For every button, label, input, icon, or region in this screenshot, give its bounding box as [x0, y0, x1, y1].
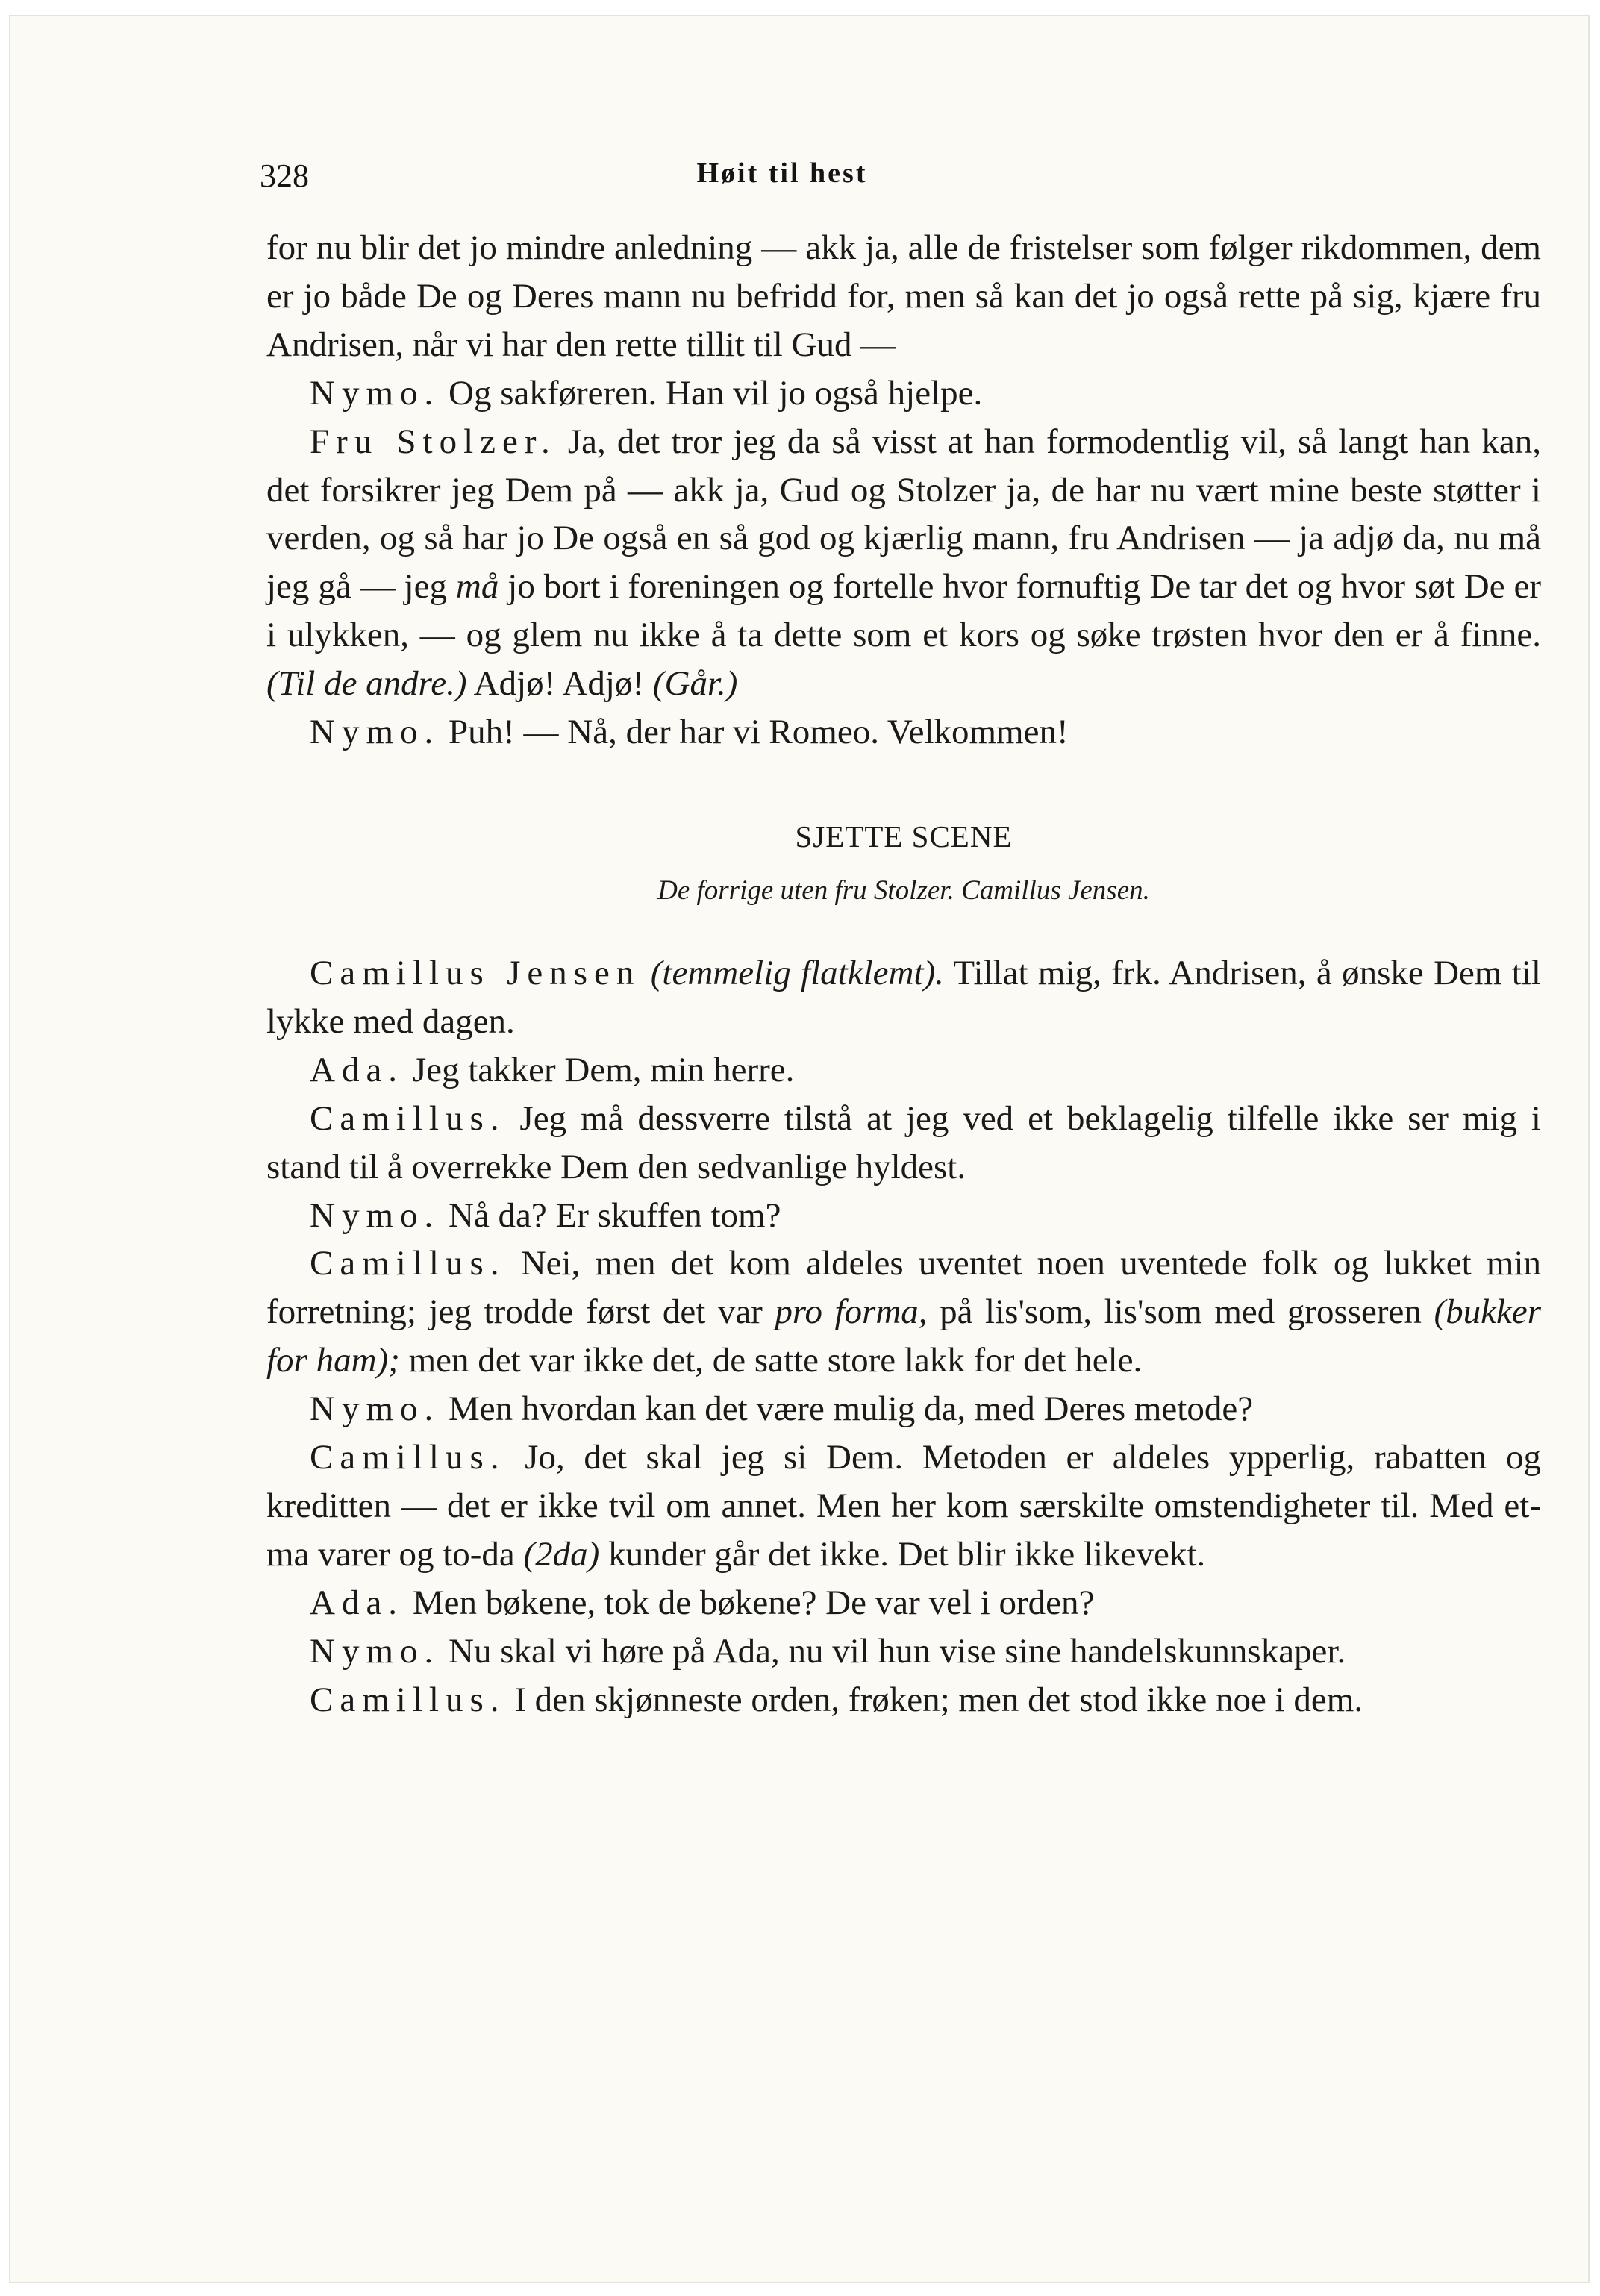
stage-direction: (2da)	[523, 1534, 600, 1574]
speech-text: Og sakføreren. Han vil jo også hjelpe.	[440, 373, 983, 413]
page-number: 328	[260, 157, 309, 194]
speech-nymo-4	[266, 1385, 1541, 1433]
speaker-name: Ada.	[310, 1583, 404, 1622]
speech-text: kunder går det ikke. Det blir ikke likevekt.	[599, 1534, 1206, 1574]
stage-direction: (Til de andre.)	[266, 664, 467, 704]
speech-camillus-3	[266, 1433, 1541, 1579]
speaker-name: Camillus Jensen	[310, 953, 641, 992]
speech-text: Tillat mig, frk. Andrisen, å ønske Dem til lykke med dagen.	[266, 953, 1541, 1041]
emphasis: pro forma,	[775, 1292, 928, 1332]
scene-subtitle: De forrige uten fru Stolzer. Camillus Jensen.	[657, 875, 1150, 906]
speech-text: I den skjønneste orden, frøken; men det stod ikke noe i dem.	[505, 1680, 1363, 1719]
speech-text: Ja, det tror jeg da så visst at han formodentlig vil, så langt han kan, det forsikrer jeg Dem på — akk ja, Gud og Stolzer ja, de har nu vært mine beste støtter i verden, og så har jo De også en så god og kjærlig mann, fru Andrisen — ja adjø da, nu må jeg gå — jeg	[266, 422, 1542, 607]
speech-text: Nei, men det kom aldeles uventet noen uventede folk og lukket min forretning; jeg trodde først det var	[266, 1244, 1541, 1332]
speaker-name: Camillus.	[310, 1244, 506, 1283]
continued-speech: for nu blir det jo mindre anledning — akk ja, alle de fristelser som følger rikdommen, dem er jo både De og Deres mann nu befridd for, men så kan det jo også rette på sig, kjære fru Andrisen, når vi har den rette tillit til Gud —	[266, 228, 1541, 364]
speech-text: Jo, det skal jeg si Dem. Metoden er aldeles ypperlig, rabatten og kreditten — det er ikke tvil om annet. Men her kom særskilte omstendigheter til. Med et-ma varer og to-da	[266, 1438, 1541, 1574]
speech-text: jo bort i foreningen og fortelle hvor fornuftig De tar det og hvor søt De er i ulykken, — og glem nu ikke å ta dette som et kors og søke trøsten hvor den er å finne.	[266, 567, 1542, 655]
page-header	[260, 157, 1304, 201]
stage-direction: (bukker for ham);	[266, 1292, 1542, 1380]
speaker-name: Nymo.	[310, 1195, 440, 1235]
speaker-name: Camillus.	[310, 1680, 506, 1719]
speech-camillus-jensen	[266, 949, 1541, 1046]
speech-text: på lis'som, lis'som med grosseren	[927, 1292, 1434, 1332]
speech-text: Puh! — Nå, der har vi Romeo. Velkommen!	[440, 713, 1069, 752]
speaker-name: Nymo.	[310, 713, 440, 752]
speech-camillus-2	[266, 1239, 1541, 1385]
speech-text: Nu skal vi høre på Ada, nu vil hun vise sine handelskunnskaper.	[440, 1631, 1346, 1671]
speaker-name: Nymo.	[310, 1389, 440, 1429]
speech-ada-2	[266, 1579, 1541, 1627]
speech-nymo-3	[266, 1192, 1541, 1240]
speech-fru-stolzer	[266, 418, 1541, 708]
speaker-name: Camillus.	[310, 1438, 506, 1477]
speech-text: Adjø! Adjø!	[466, 664, 653, 704]
speaker-name: Camillus.	[310, 1098, 506, 1138]
scan-edge	[1591, 0, 1600, 2296]
speaker-name: Ada.	[310, 1050, 404, 1089]
book-page	[9, 15, 1590, 2283]
speech-text: men det var ikke det, de satte store lakk for det hele.	[399, 1341, 1143, 1380]
speech-nymo-2	[266, 708, 1541, 757]
speech-nymo-5	[266, 1627, 1541, 1676]
speaker-name: Nymo.	[310, 1631, 440, 1671]
speech-text: Nå da? Er skuffen tom?	[440, 1195, 781, 1235]
scene-title: SJETTE SCENE	[795, 819, 1013, 854]
page-body	[266, 224, 1541, 1724]
speaker-name: Fru Stolzer.	[310, 422, 557, 461]
speech-text: Men bøkene, tok de bøkene? De var vel i orden?	[404, 1583, 1095, 1622]
speech-camillus-4	[266, 1676, 1541, 1724]
speech-camillus-1	[266, 1095, 1541, 1192]
stage-direction: (Går.)	[652, 664, 738, 704]
stage-direction: (temmelig flatklemt).	[640, 953, 944, 992]
speaker-name: Nymo.	[310, 373, 440, 413]
emphasis: må	[455, 567, 499, 607]
running-title: Høit til hest	[696, 157, 868, 189]
speech-text: Men hvordan kan det være mulig da, med Deres metode?	[440, 1389, 1254, 1429]
speech-text: Jeg må dessverre tilstå at jeg ved et beklagelig tilfelle ikke ser mig i stand til å overrekke Dem den sedvanlige hyldest.	[266, 1098, 1541, 1186]
speech-nymo-1	[266, 369, 1541, 418]
speech-text: Jeg takker Dem, min herre.	[404, 1050, 795, 1089]
speech-ada-1	[266, 1046, 1541, 1095]
